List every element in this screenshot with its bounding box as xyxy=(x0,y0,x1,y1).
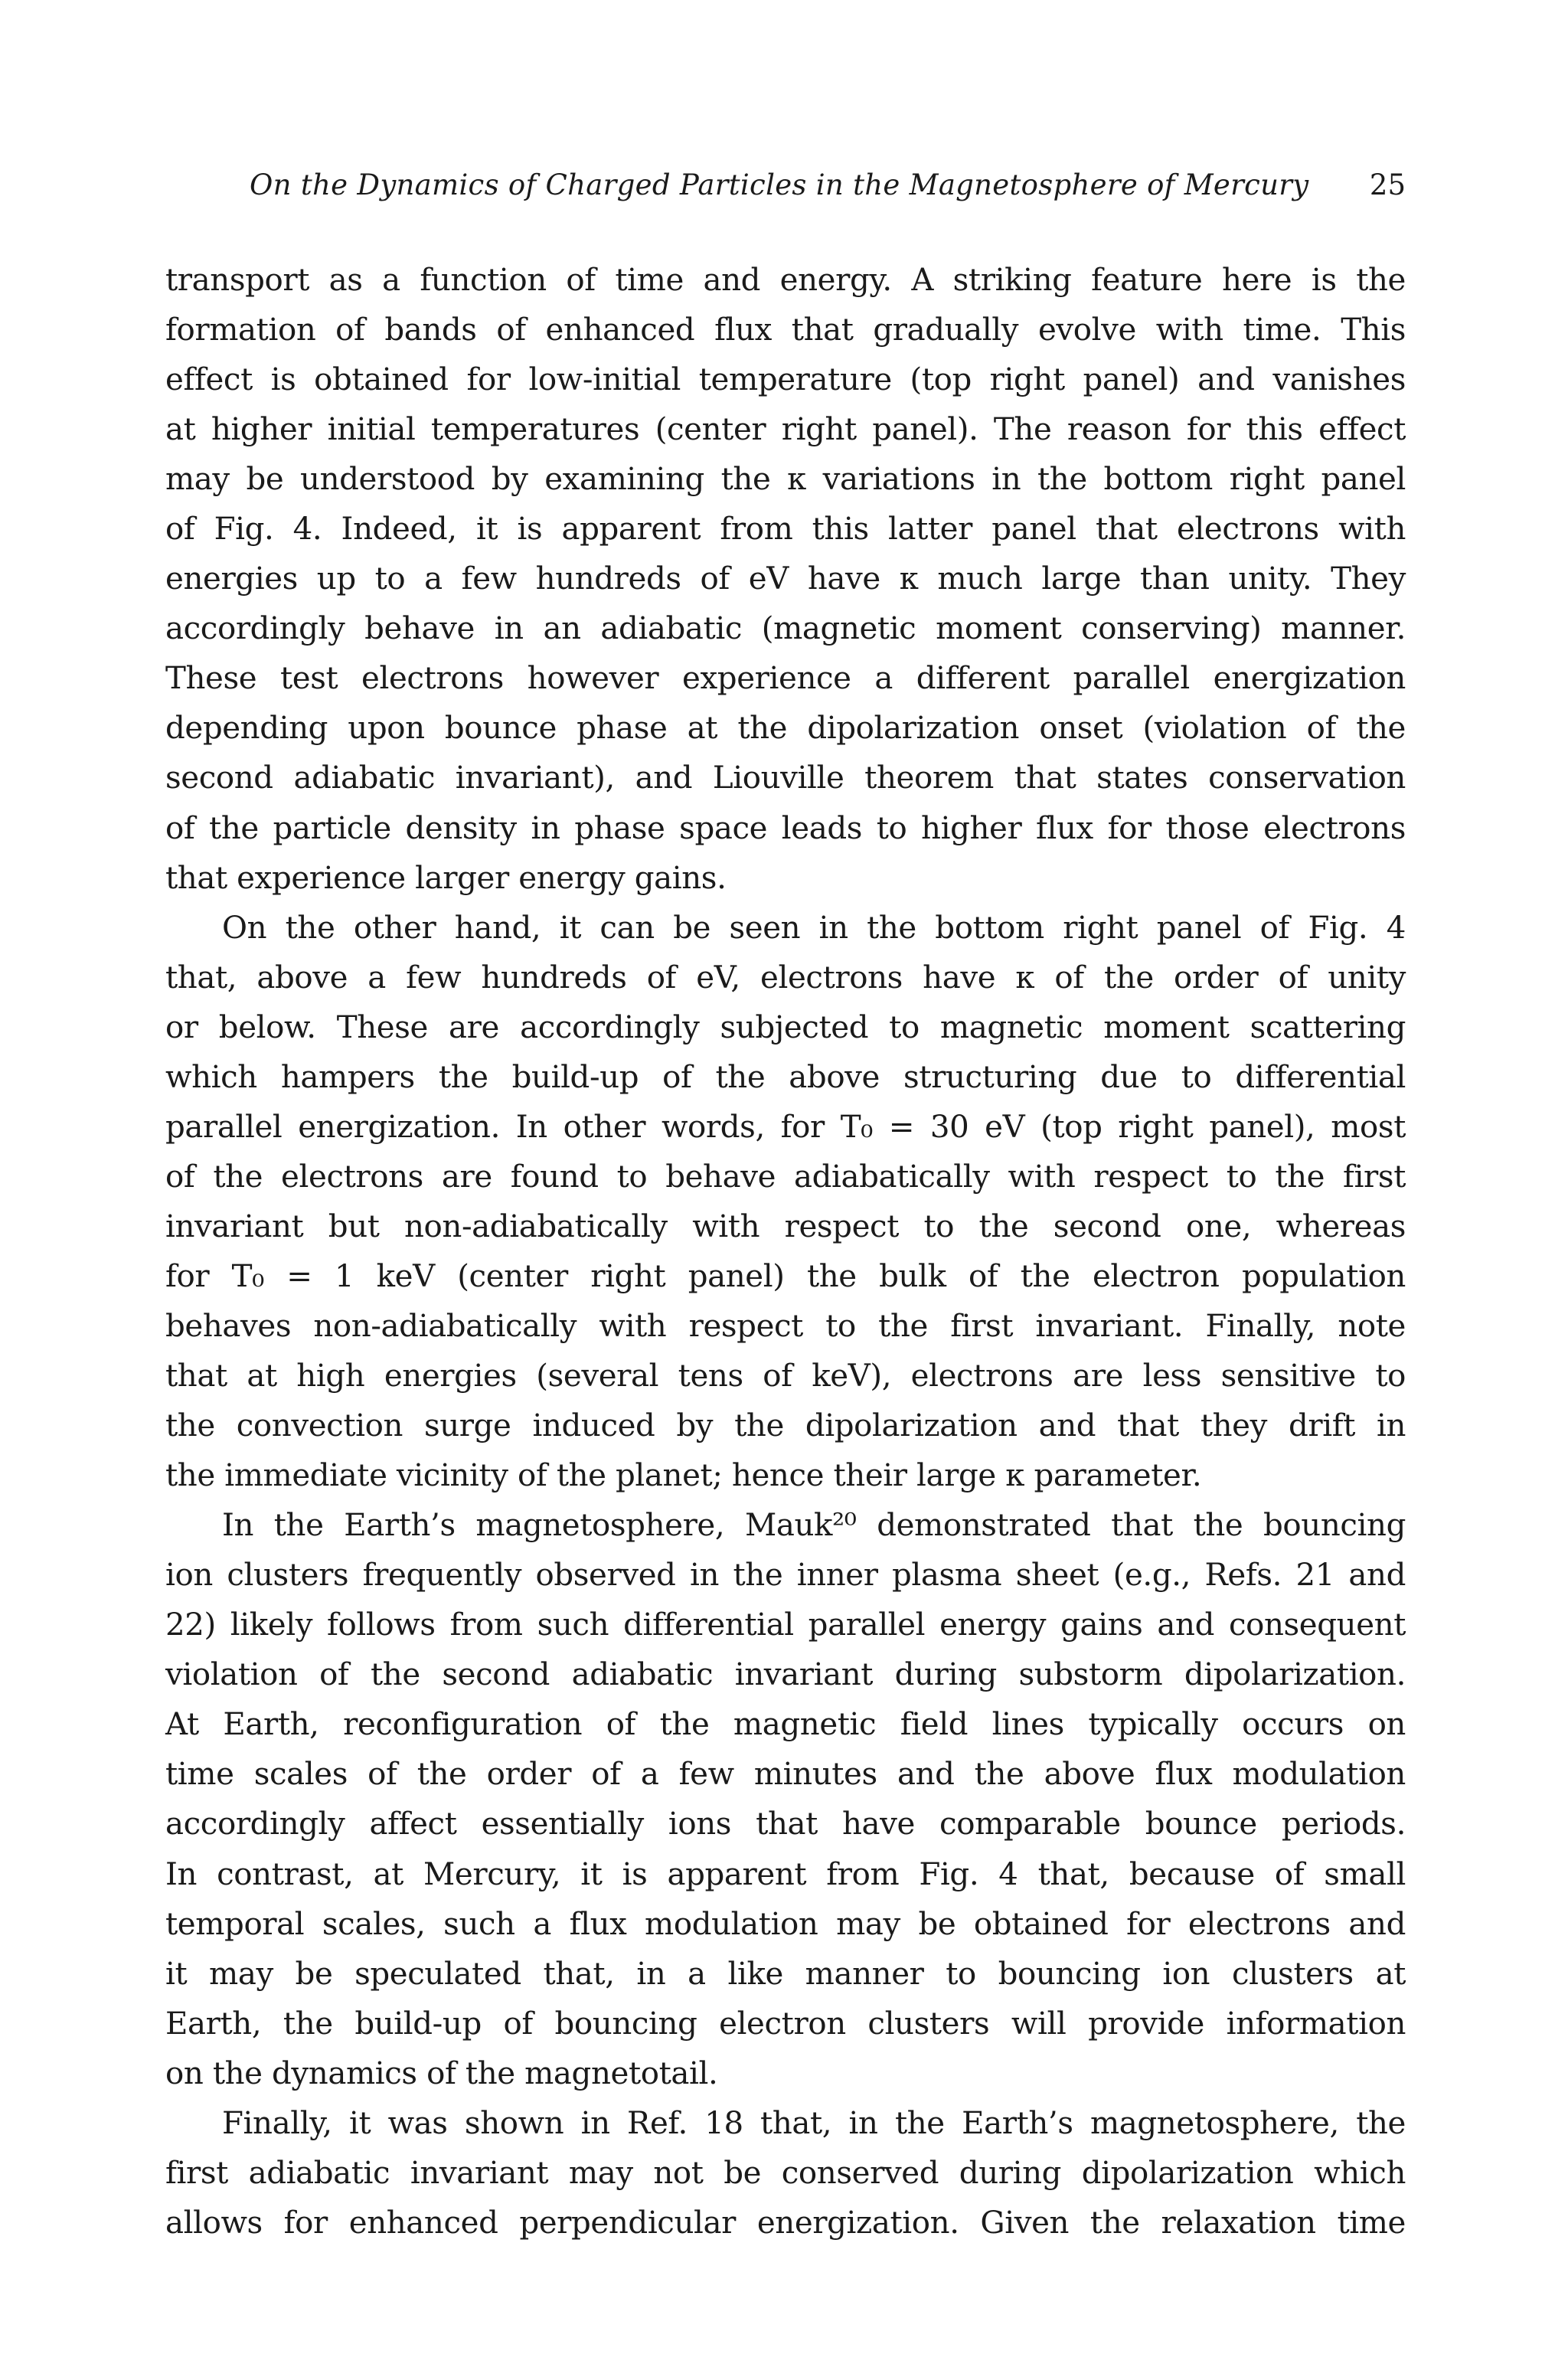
text-line: of Fig. 4. Indeed, it is apparent from this latter panel that electrons with xyxy=(165,511,1406,548)
text-line: energies up to a few hundreds of eV have κ much large than unity. They xyxy=(165,561,1406,597)
text-line: behaves non-adiabatically with respect to the first invariant. Finally, note xyxy=(165,1307,1406,1344)
text-line: depending upon bounce phase at the dipolarization onset (violation of the xyxy=(165,710,1406,747)
text-line: invariant but non-adiabatically with respect to the second one, whereas xyxy=(165,1208,1406,1244)
text-line: effect is obtained for low-initial temperature (top right panel) and vanishes xyxy=(165,361,1406,398)
text-line: for T₀ = 1 keV (center right panel) the bulk of the electron population xyxy=(165,1257,1406,1294)
text-line: These test electrons however experience a different parallel energization xyxy=(165,660,1406,697)
text-line: the immediate vicinity of the planet; hence their large κ parameter. xyxy=(165,1457,1202,1494)
text-line: Finally, it was shown in Ref. 18 that, in the Earth’s magnetosphere, the xyxy=(222,2104,1406,2141)
text-line: parallel energization. In other words, for T₀ = 30 eV (top right panel), most xyxy=(165,1108,1406,1145)
text-line: violation of the second adiabatic invariant during substorm dipolarization. xyxy=(165,1656,1406,1693)
text-line: time scales of the order of a few minutes and the above flux modulation xyxy=(165,1756,1406,1793)
paragraph-2 xyxy=(165,903,1406,1501)
paragraph-3 xyxy=(165,1500,1406,2098)
text-line: of the particle density in phase space leads to higher flux for those electrons xyxy=(165,809,1406,846)
text-line: In contrast, at Mercury, it is apparent from Fig. 4 that, because of small xyxy=(165,1855,1406,1892)
text-line: of the electrons are found to behave adiabatically with respect to the first xyxy=(165,1158,1406,1195)
page-number: 25 xyxy=(1369,168,1406,201)
page-header xyxy=(165,164,1406,207)
text-line: accordingly behave in an adiabatic (magnetic moment conserving) manner. xyxy=(165,610,1406,647)
text-line: at higher initial temperatures (center right panel). The reason for this effect xyxy=(165,411,1406,448)
text-line: ion clusters frequently observed in the inner plasma sheet (e.g., Refs. 21 and xyxy=(165,1557,1406,1594)
paragraph-1 xyxy=(165,255,1406,903)
text-line: second adiabatic invariant), and Liouville theorem that states conservation xyxy=(165,760,1406,796)
body-text xyxy=(165,255,1406,2248)
text-line: that, above a few hundreds of eV, electrons have κ of the order of unity xyxy=(165,959,1406,996)
text-line: that experience larger energy gains. xyxy=(165,859,727,896)
text-line: At Earth, reconfiguration of the magnetic field lines typically occurs on xyxy=(165,1706,1406,1743)
text-line: allows for enhanced perpendicular energization. Given the relaxation time xyxy=(165,2204,1406,2241)
text-line: accordingly affect essentially ions that have comparable bounce periods. xyxy=(165,1806,1406,1842)
text-line: first adiabatic invariant may not be conserved during dipolarization which xyxy=(165,2154,1406,2191)
text-line: temporal scales, such a flux modulation may be obtained for electrons and xyxy=(165,1905,1406,1942)
text-line: the convection surge induced by the dipolarization and that they drift in xyxy=(165,1407,1406,1444)
text-line: that at high energies (several tens of keV), electrons are less sensitive to xyxy=(165,1358,1406,1394)
text-line: Earth, the build-up of bouncing electron clusters will provide information xyxy=(165,2005,1406,2042)
text-line: transport as a function of time and energy. A striking feature here is the xyxy=(165,262,1406,298)
text-line: formation of bands of enhanced flux that gradually evolve with time. This xyxy=(165,312,1406,348)
text-line: On the other hand, it can be seen in the bottom right panel of Fig. 4 xyxy=(222,909,1406,946)
text-line: may be understood by examining the κ variations in the bottom right panel xyxy=(165,461,1406,498)
text-line: 22) likely follows from such differential parallel energy gains and consequent xyxy=(165,1607,1406,1643)
text-line: or below. These are accordingly subjected to magnetic moment scattering xyxy=(165,1009,1406,1045)
text-line: it may be speculated that, in a like manner to bouncing ion clusters at xyxy=(165,1955,1406,1992)
text-line: on the dynamics of the magnetotail. xyxy=(165,2055,718,2091)
text-line: In the Earth’s magnetosphere, Mauk²⁰ demonstrated that the bouncing xyxy=(222,1507,1406,1544)
paragraph-4 xyxy=(165,2098,1406,2248)
running-title: On the Dynamics of Charged Particles in the Magnetosphere of Mercury xyxy=(250,168,1309,201)
text-line: which hampers the build-up of the above structuring due to differential xyxy=(165,1058,1406,1095)
